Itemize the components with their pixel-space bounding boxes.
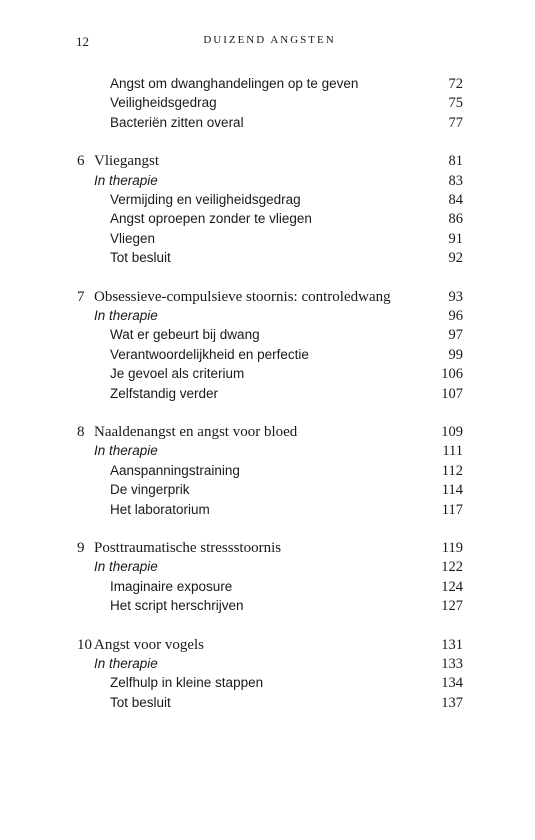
chapter-number: 6	[77, 153, 85, 170]
page-ref: 133	[441, 656, 463, 672]
section-heading: In therapie	[94, 559, 158, 575]
toc-entry-sub	[0, 502, 535, 521]
toc-entry-chapter	[0, 153, 535, 172]
chapter-number: 9	[77, 540, 85, 556]
subsection-title: Wat er gebeurt bij dwang	[110, 327, 260, 343]
toc-entry-sub	[0, 598, 535, 617]
page-ref: 75	[448, 95, 463, 112]
toc-entry-sub	[0, 76, 535, 95]
toc-entry-sub	[0, 115, 535, 134]
section-heading: In therapie	[94, 308, 158, 323]
page-ref: 134	[441, 675, 463, 692]
toc-entry-therapy	[0, 173, 535, 192]
toc-entry-sub	[0, 327, 535, 346]
page-ref: 96	[448, 308, 463, 324]
toc-entry-therapy	[0, 308, 535, 327]
subsection-title: Aanspanningstraining	[110, 462, 240, 478]
page-ref: 131	[441, 636, 463, 653]
subsection-title: De vingerprik	[110, 482, 190, 498]
toc-entry-sub	[0, 695, 535, 714]
toc-entry-chapter	[0, 424, 535, 443]
page-ref: 112	[441, 462, 463, 479]
section-heading: In therapie	[94, 656, 158, 671]
running-title: DUIZEND ANGSTEN	[203, 34, 336, 46]
subsection-title: Angst om dwanghandelingen op te geven	[110, 76, 359, 91]
subsection-title: Je gevoel als criterium	[110, 366, 245, 382]
chapter-number: 8	[77, 424, 85, 440]
toc-entry-sub	[0, 386, 535, 405]
subsection-title: Zelfhulp in kleine stappen	[110, 675, 264, 691]
subsection-title: Tot besluit	[110, 694, 171, 710]
page-ref: 92	[448, 250, 463, 267]
page-ref: 81	[448, 153, 463, 170]
page-header	[76, 34, 463, 50]
chapter-title: Obsessieve-compulsieve stoornis: controledwang	[94, 288, 391, 305]
page-ref: 99	[448, 346, 463, 363]
chapter-title: Vliegangst	[94, 153, 159, 170]
page-ref: 137	[441, 694, 463, 711]
chapter-number: 10	[77, 636, 92, 653]
page-ref: 117	[441, 501, 463, 518]
subsection-title: Het script herschrijven	[110, 598, 244, 614]
toc-entry-therapy	[0, 443, 535, 462]
page-ref: 122	[441, 559, 463, 576]
chapter-title: Posttraumatische stressstoornis	[94, 540, 282, 556]
toc-entry-chapter	[0, 540, 535, 559]
section-heading: In therapie	[94, 172, 158, 188]
subsection-title: Bacteriën zitten overal	[110, 114, 244, 130]
page-ref: 107	[441, 385, 463, 402]
page-ref: 111	[442, 443, 463, 460]
toc-entry-chapter	[0, 637, 535, 656]
page-ref: 93	[448, 288, 463, 305]
page-ref: 84	[448, 192, 463, 208]
subsection-title: Vermijding en veiligheidsgedrag	[110, 192, 301, 207]
page-number: 12	[76, 34, 89, 49]
toc-entry-therapy	[0, 656, 535, 675]
toc-entry-sub	[0, 192, 535, 211]
toc-entry-chapter	[0, 289, 535, 308]
chapter-title: Angst voor vogels	[94, 636, 204, 653]
section-heading: In therapie	[94, 443, 158, 459]
page-ref: 72	[448, 76, 463, 92]
toc-entry-sub	[0, 482, 535, 501]
toc-entry-sub	[0, 211, 535, 230]
subsection-title: Veiligheidsgedrag	[110, 95, 217, 111]
page-ref: 77	[448, 114, 463, 131]
toc-entry-sub	[0, 675, 535, 694]
page-ref: 109	[441, 424, 463, 440]
subsection-title: Tot besluit	[110, 250, 171, 266]
toc-entry-sub	[0, 463, 535, 482]
page-ref: 127	[441, 598, 463, 615]
chapter-title: Naaldenangst en angst voor bloed	[94, 424, 298, 440]
subsection-title: Zelfstandig verder	[110, 385, 219, 401]
page-ref: 86	[448, 211, 463, 228]
subsection-title: Het laboratorium	[110, 501, 210, 517]
page-ref: 124	[441, 578, 463, 595]
toc-entry-sub	[0, 347, 535, 366]
subsection-title: Vliegen	[110, 230, 156, 246]
subsection-title: Imaginaire exposure	[110, 578, 233, 594]
subsection-title: Verantwoordelijkheid en perfectie	[110, 346, 309, 362]
toc-entry-therapy	[0, 559, 535, 578]
toc-entry-sub	[0, 366, 535, 385]
page-ref: 83	[448, 172, 463, 189]
subsection-title: Angst oproepen zonder te vliegen	[110, 211, 312, 227]
chapter-number: 7	[77, 288, 85, 305]
page-ref: 106	[441, 366, 463, 383]
page-ref: 91	[448, 230, 463, 247]
page-ref: 97	[448, 327, 463, 344]
toc-entry-sub	[0, 95, 535, 114]
toc-entry-sub	[0, 579, 535, 598]
toc-entry-sub	[0, 250, 535, 269]
toc-entry-sub	[0, 231, 535, 250]
page-ref: 119	[441, 540, 463, 556]
page-ref: 114	[441, 482, 463, 499]
